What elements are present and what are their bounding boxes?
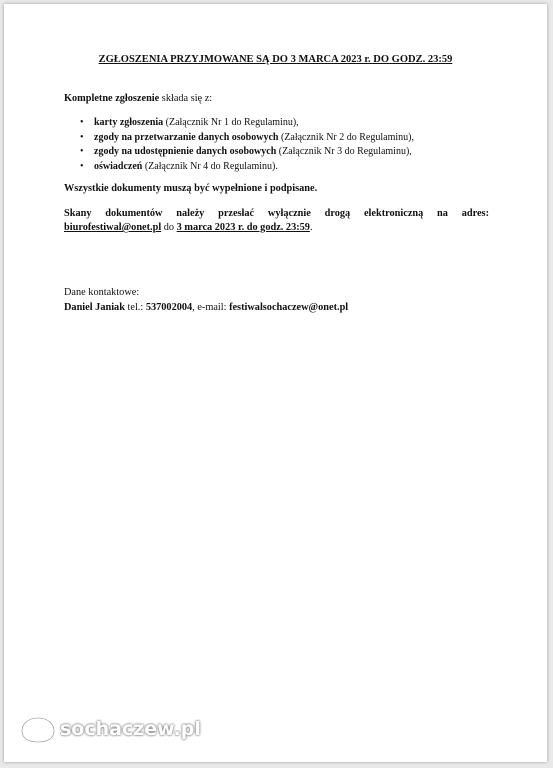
list-item-bold: oświadczeń xyxy=(94,160,143,172)
tel-label: tel.: xyxy=(124,302,146,313)
list-item xyxy=(80,145,414,160)
contact-phone: 537002004 xyxy=(145,302,193,313)
bullet-icon: • xyxy=(80,146,84,157)
all-documents-note: Wszystkie dokumenty muszą być wypełnione i podpisane. xyxy=(64,183,318,194)
email-label: , e-mail: xyxy=(192,302,230,313)
requirements-list xyxy=(80,116,414,174)
document-title: ZGŁOSZENIA PRZYJMOWANE SĄ DO 3 MARCA 2023 r. DO GODZ. 23:59 xyxy=(98,54,453,65)
list-item xyxy=(80,160,414,175)
intro-rest: składa się z: xyxy=(159,93,213,104)
list-item-rest: (Załącznik Nr 2 do Regulaminu), xyxy=(278,131,414,143)
list-item xyxy=(80,116,414,131)
list-item xyxy=(80,131,414,146)
contact-email-link[interactable]: festiwalsochaczew@onet.pl xyxy=(229,302,349,313)
intro-paragraph xyxy=(64,92,489,106)
deadline-text: 3 marca 2023 r. do godz. 23:59 xyxy=(176,222,310,233)
scans-end: . xyxy=(309,222,313,233)
contact-name: Daniel Janiak xyxy=(64,302,125,313)
scans-line: Skany dokumentów należy przesłać wyłącznie drogą elektroniczną na adres: xyxy=(64,208,489,219)
email-link[interactable]: biurofestiwal@onet.pl xyxy=(64,222,162,233)
sochaczew-logo-icon xyxy=(18,714,58,744)
bullet-icon: • xyxy=(80,117,84,128)
list-item-bold: zgody na przetwarzanie danych osobowych xyxy=(94,131,279,143)
bullet-icon: • xyxy=(80,160,84,172)
list-item-rest: (Załącznik Nr 4 do Regulaminu). xyxy=(142,160,278,172)
intro-bold: Kompletne zgłoszenie xyxy=(64,93,160,104)
bullet-icon: • xyxy=(80,131,84,143)
scans-paragraph xyxy=(64,207,489,235)
contact-line xyxy=(64,301,524,315)
list-item-bold: karty zgłoszenia xyxy=(94,117,164,128)
site-watermark xyxy=(18,714,201,744)
list-item-rest: (Załącznik Nr 3 do Regulaminu), xyxy=(276,146,412,157)
list-item-rest: (Załącznik Nr 1 do Regulaminu), xyxy=(163,117,299,128)
watermark-text: sochaczew.pl xyxy=(60,718,201,740)
contact-label: Dane kontaktowe: xyxy=(64,287,140,298)
list-item-bold: zgody na udostępnienie danych osobowych xyxy=(94,146,277,157)
scans-mid: do xyxy=(161,222,177,233)
document-page xyxy=(4,4,547,762)
